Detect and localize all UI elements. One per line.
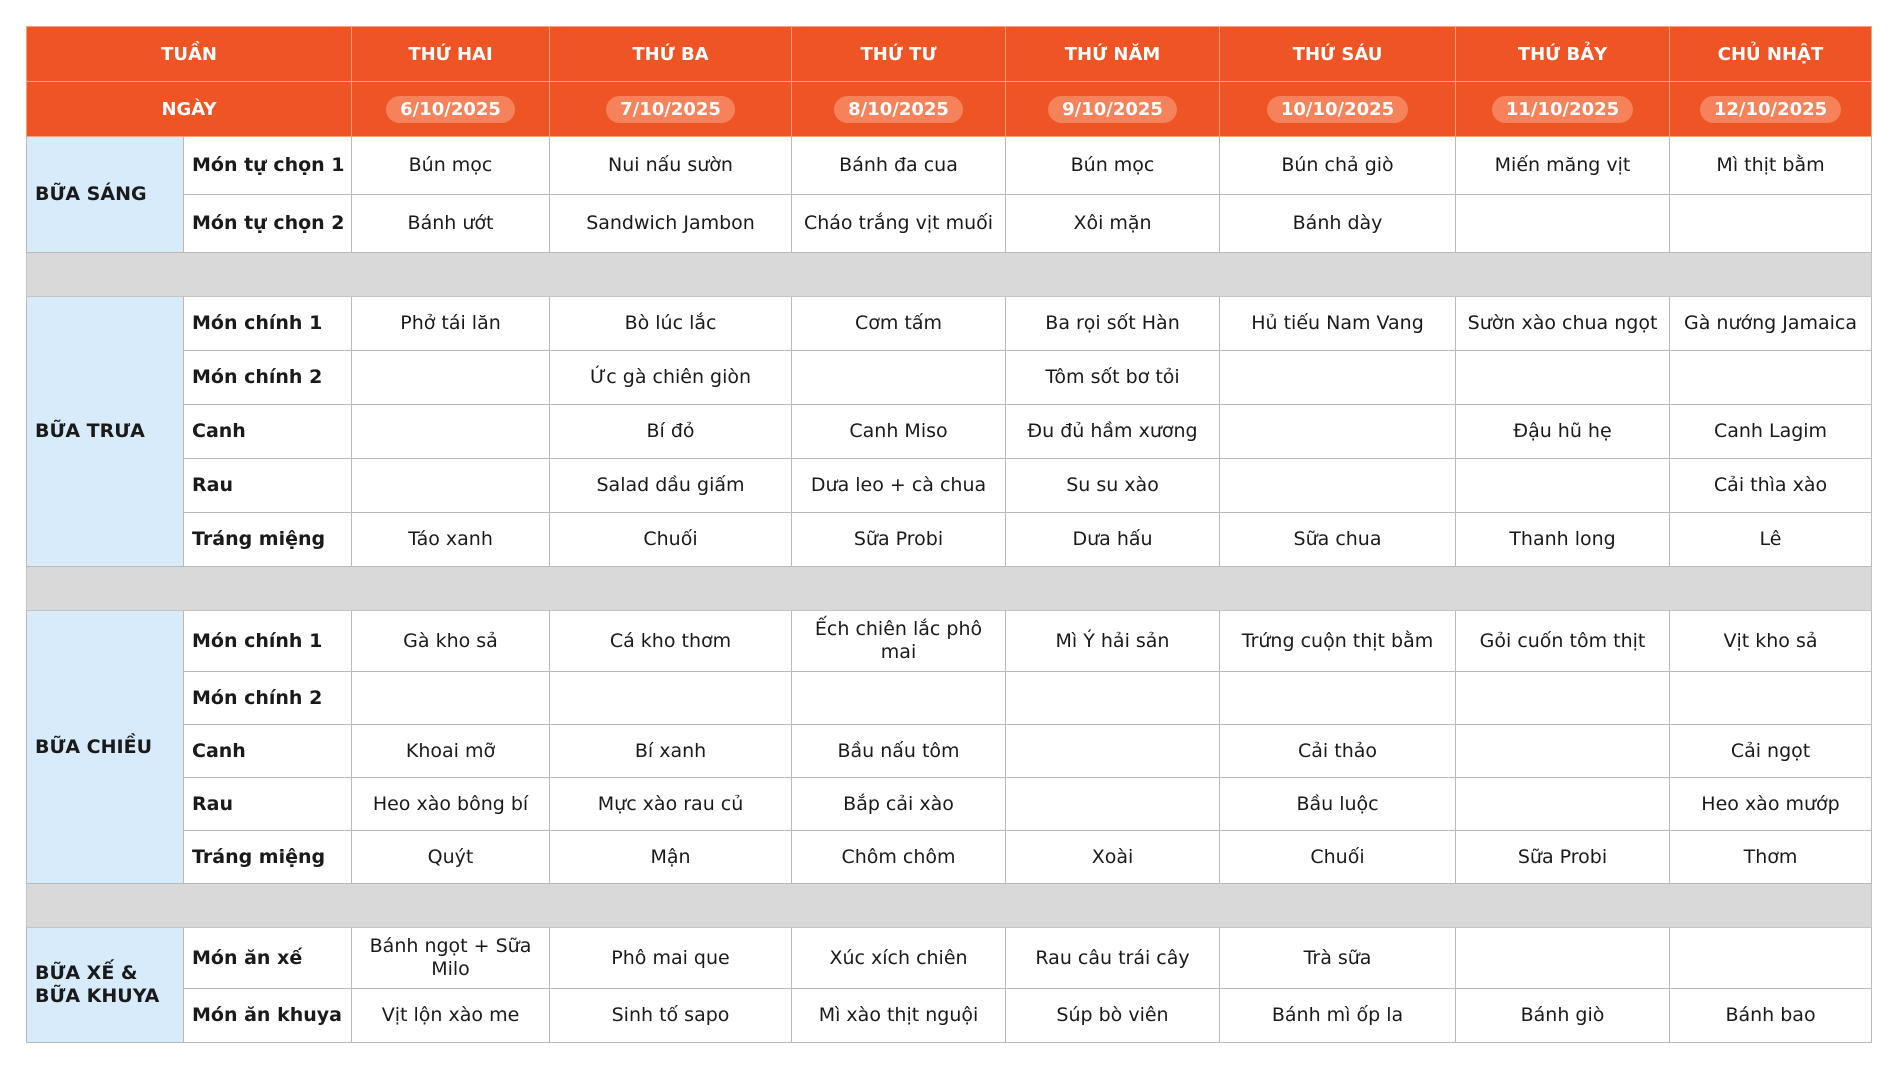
menu-cell: Đậu hũ hẹ [1456,405,1670,459]
menu-cell [1456,928,1670,989]
menu-cell: Cải thìa xào [1670,459,1872,513]
menu-cell: Phở tái lăn [352,297,550,351]
menu-cell: Mực xào rau củ [550,778,792,831]
slot-label: Món tự chọn 1 [184,137,352,195]
menu-cell: Bún chả giò [1220,137,1456,195]
menu-cell: Vịt lộn xào me [352,989,550,1043]
menu-cell: Quýt [352,831,550,884]
menu-cell [1220,351,1456,405]
table-row [27,297,1872,351]
menu-cell: Ba rọi sốt Hàn [1006,297,1220,351]
separator [27,884,1872,928]
menu-cell: Bánh mì ốp la [1220,989,1456,1043]
table-row [27,513,1872,567]
slot-label: Món ăn xế [184,928,352,989]
slot-label: Rau [184,778,352,831]
table-row [27,459,1872,513]
menu-cell: Bánh đa cua [792,137,1006,195]
slot-label: Món tự chọn 2 [184,195,352,253]
menu-cell [1456,672,1670,725]
menu-cell: Canh Lagim [1670,405,1872,459]
table-row [27,725,1872,778]
menu-cell: Sữa Probi [1456,831,1670,884]
table-row [27,195,1872,253]
table-row [27,831,1872,884]
date-cell [1670,82,1872,137]
menu-cell: Canh Miso [792,405,1006,459]
date-cell [1220,82,1456,137]
table-row [27,351,1872,405]
day-header-row [27,27,1872,82]
menu-cell: Su su xào [1006,459,1220,513]
separator [27,567,1872,611]
menu-cell [1456,778,1670,831]
menu-cell: Xoài [1006,831,1220,884]
menu-cell [1220,459,1456,513]
menu-cell: Phô mai que [550,928,792,989]
slot-label: Tráng miệng [184,513,352,567]
menu-cell: Súp bò viên [1006,989,1220,1043]
date-label: NGÀY [27,82,352,137]
day-header: THỨ HAI [352,27,550,82]
menu-cell: Salad dầu giấm [550,459,792,513]
table-row [27,989,1872,1043]
meal-lunch-label: BỮA TRƯA [27,297,184,567]
menu-cell: Xúc xích chiên [792,928,1006,989]
date-value: 8/10/2025 [834,96,963,123]
date-value: 10/10/2025 [1267,96,1408,123]
menu-cell: Bánh giò [1456,989,1670,1043]
slot-label: Canh [184,405,352,459]
menu-cell: Bánh bao [1670,989,1872,1043]
menu-cell: Bí xanh [550,725,792,778]
menu-cell [1456,195,1670,253]
menu-cell: Sinh tố sapo [550,989,792,1043]
menu-cell: Ếch chiên lắc phô mai [792,611,1006,672]
table-row [27,137,1872,195]
menu-cell [1670,672,1872,725]
menu-cell: Bánh dày [1220,195,1456,253]
date-header-row [27,82,1872,137]
week-label: TUẦN [27,27,352,82]
date-value: 9/10/2025 [1048,96,1177,123]
day-header: THỨ TƯ [792,27,1006,82]
menu-cell: Gà kho sả [352,611,550,672]
menu-cell [1220,405,1456,459]
menu-cell [550,672,792,725]
menu-cell: Chôm chôm [792,831,1006,884]
menu-cell [1456,351,1670,405]
slot-label: Tráng miệng [184,831,352,884]
menu-cell: Mì xào thịt nguội [792,989,1006,1043]
date-value: 6/10/2025 [386,96,515,123]
slot-label: Món ăn khuya [184,989,352,1043]
menu-cell: Dưa leo + cà chua [792,459,1006,513]
slot-label: Món chính 2 [184,351,352,405]
meal-dinner-label: BỮA CHIỀU [27,611,184,884]
table-row [27,778,1872,831]
menu-cell: Gỏi cuốn tôm thịt [1456,611,1670,672]
menu-cell [792,351,1006,405]
menu-cell: Rau câu trái cây [1006,928,1220,989]
separator-row [27,567,1872,611]
menu-cell [352,459,550,513]
menu-cell: Sườn xào chua ngọt [1456,297,1670,351]
menu-cell: Sandwich Jambon [550,195,792,253]
menu-cell: Mận [550,831,792,884]
menu-cell [792,672,1006,725]
day-header: THỨ BA [550,27,792,82]
slot-label: Canh [184,725,352,778]
menu-cell: Táo xanh [352,513,550,567]
day-header: CHỦ NHẬT [1670,27,1872,82]
menu-cell [1006,725,1220,778]
menu-cell [1456,459,1670,513]
date-cell [1006,82,1220,137]
menu-cell: Bầu nấu tôm [792,725,1006,778]
menu-cell: Dưa hấu [1006,513,1220,567]
menu-cell [1670,195,1872,253]
menu-cell [1220,672,1456,725]
menu-cell: Chuối [550,513,792,567]
menu-cell: Lê [1670,513,1872,567]
weekly-menu [26,26,1871,1041]
menu-cell [352,351,550,405]
menu-cell [1006,778,1220,831]
separator-row [27,253,1872,297]
date-value: 7/10/2025 [606,96,735,123]
menu-cell: Trứng cuộn thịt bằm [1220,611,1456,672]
menu-cell: Bò lúc lắc [550,297,792,351]
day-header: THỨ NĂM [1006,27,1220,82]
menu-cell: Mì thịt bằm [1670,137,1872,195]
menu-cell: Sữa Probi [792,513,1006,567]
menu-cell: Trà sữa [1220,928,1456,989]
meal-breakfast-label: BỮA SÁNG [27,137,184,253]
menu-cell: Ức gà chiên giòn [550,351,792,405]
menu-cell [1456,725,1670,778]
menu-cell: Khoai mỡ [352,725,550,778]
menu-cell: Bí đỏ [550,405,792,459]
menu-cell: Heo xào bông bí [352,778,550,831]
menu-cell: Cải ngọt [1670,725,1872,778]
menu-cell: Heo xào mướp [1670,778,1872,831]
menu-cell: Bún mọc [352,137,550,195]
slot-label: Món chính 2 [184,672,352,725]
table-row [27,405,1872,459]
menu-cell: Chuối [1220,831,1456,884]
menu-cell: Hủ tiếu Nam Vang [1220,297,1456,351]
menu-cell: Cơm tấm [792,297,1006,351]
menu-cell: Đu đủ hầm xương [1006,405,1220,459]
table-row [27,672,1872,725]
menu-cell: Bầu luộc [1220,778,1456,831]
menu-cell [1670,928,1872,989]
table-row [27,611,1872,672]
slot-label: Rau [184,459,352,513]
date-cell [1456,82,1670,137]
menu-cell [352,405,550,459]
date-value: 12/10/2025 [1700,96,1841,123]
menu-cell [1006,672,1220,725]
menu-table [26,26,1872,1043]
slot-label: Món chính 1 [184,611,352,672]
day-header: THỨ SÁU [1220,27,1456,82]
menu-cell: Nui nấu sườn [550,137,792,195]
date-cell [352,82,550,137]
menu-cell: Tôm sốt bơ tỏi [1006,351,1220,405]
date-value: 11/10/2025 [1492,96,1633,123]
day-header: THỨ BẢY [1456,27,1670,82]
menu-cell [352,672,550,725]
menu-cell: Bánh ngọt + Sữa Milo [352,928,550,989]
menu-cell: Vịt kho sả [1670,611,1872,672]
menu-cell: Sữa chua [1220,513,1456,567]
menu-cell: Xôi mặn [1006,195,1220,253]
menu-cell: Cải thảo [1220,725,1456,778]
separator [27,253,1872,297]
slot-label: Món chính 1 [184,297,352,351]
menu-cell: Bún mọc [1006,137,1220,195]
menu-cell: Bánh ướt [352,195,550,253]
menu-cell: Miến măng vịt [1456,137,1670,195]
table-row [27,928,1872,989]
menu-cell: Thanh long [1456,513,1670,567]
menu-cell: Thơm [1670,831,1872,884]
menu-cell [1670,351,1872,405]
meal-snack-label: BỮA XẾ & BỮA KHUYA [27,928,184,1043]
date-cell [792,82,1006,137]
menu-cell: Mì Ý hải sản [1006,611,1220,672]
menu-cell: Gà nướng Jamaica [1670,297,1872,351]
separator-row [27,884,1872,928]
date-cell [550,82,792,137]
menu-cell: Bắp cải xào [792,778,1006,831]
menu-cell: Cá kho thơm [550,611,792,672]
menu-cell: Cháo trắng vịt muối [792,195,1006,253]
